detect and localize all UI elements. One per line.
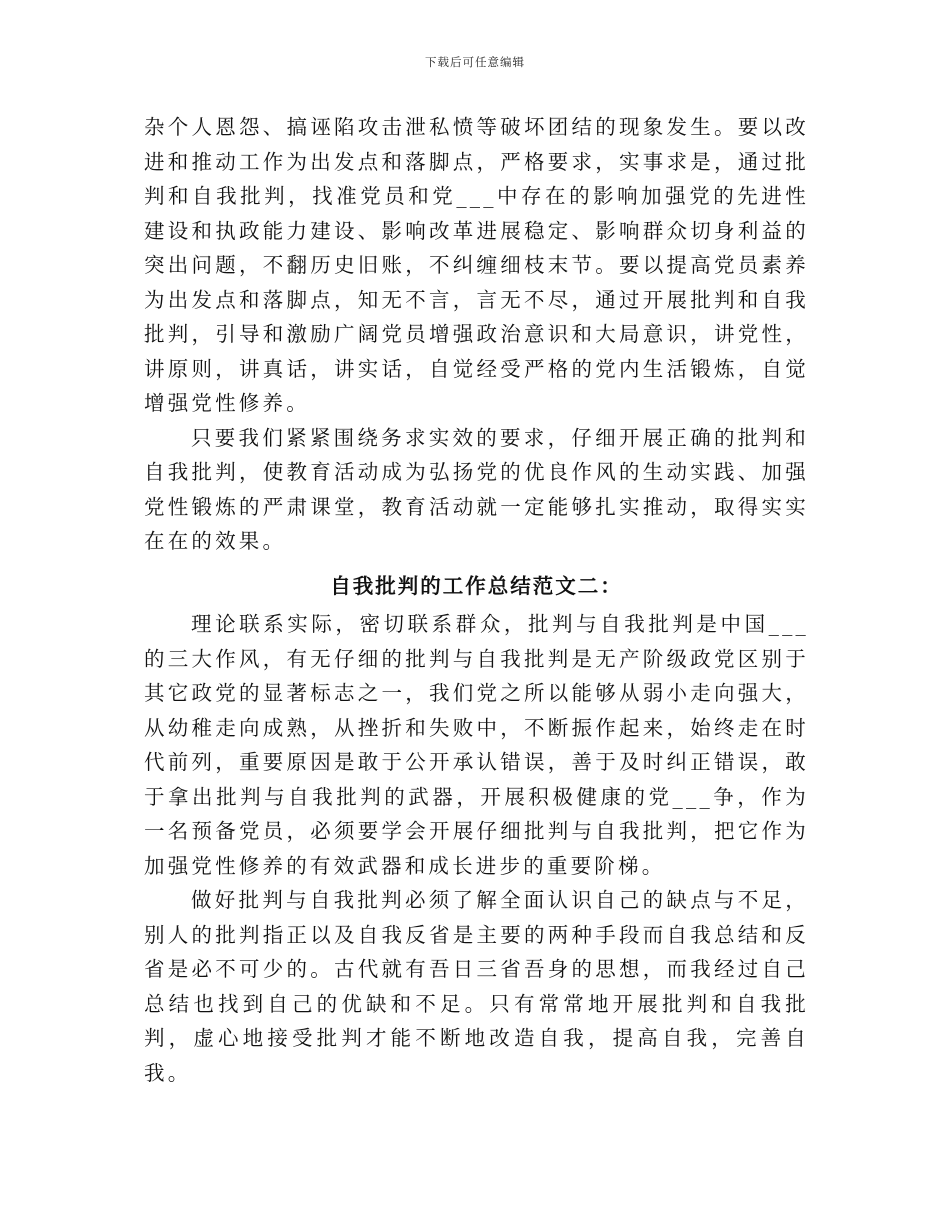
paragraph: 只要我们紧紧围绕务求实效的要求，仔细开展正确的批判和自我批判，使教育活动成为弘扬党的优良作风的生动实践、加强党性锻炼的严肃课堂，教育活动就一定能够扎实推动，取得实实在在的效果。 — [144, 425, 809, 553]
paragraph: 做好批判与自我批判必须了解全面认识自己的缺点与不足，别人的批判指正以及自我反省是主要的两种手段而自我总结和反省是必不可少的。古代就有吾日三省吾身的思想，而我经过自己总结也找到自己的优缺和不足。只有常常地开展批判和自我批判，虚心地接受批判才能不断地改造自我，提高自我，完善自我。 — [144, 888, 809, 1085]
section-title: 自我批判的工作总结范文二： — [330, 573, 623, 598]
paragraph: 理论联系实际，密切联系群众，批判与自我批判是中国___的三大作风，有无仔细的批判与自我批判是无产阶级政党区别于其它政党的显著标志之一，我们党之所以能够从弱小走向强大，从幼稚走向成熟，从挫折和失败中，不断振作起来，始终走在时代前列，重要原因是敢于公开承认错误，善于及时纠正错误，敢于拿出批判与自我批判的武器，开展积极健康的党___争，作为一名预备党员，必须要学会开展仔细批判与自我批判，把它作为加强党性修养的有效武器和成长进步的重要阶梯。 — [144, 612, 809, 878]
paragraph-continuation: 杂个人恩怨、搞诬陷攻击泄私愤等破坏团结的现象发生。要以改进和推动工作为出发点和落脚点，严格要求，实事求是，通过批判和自我批判，找准党员和党___中存在的影响加强党的先进性建设和执政能力建设、影响改革进展稳定、影响群众切身利益的突出问题，不翻历史旧账，不纠缠细枝末节。要以提高党员素养为出发点和落脚点，知无不言，言无不尽，通过开展批判和自我批判，引导和激励广阔党员增强政治意识和大局意识，讲党性，讲原则，讲真话，讲实话，自觉经受严格的党内生活锻炼，自觉增强党性修养。 — [144, 115, 809, 415]
page-header: 下载后可任意编辑 — [425, 55, 525, 69]
document-body — [144, 110, 809, 1090]
